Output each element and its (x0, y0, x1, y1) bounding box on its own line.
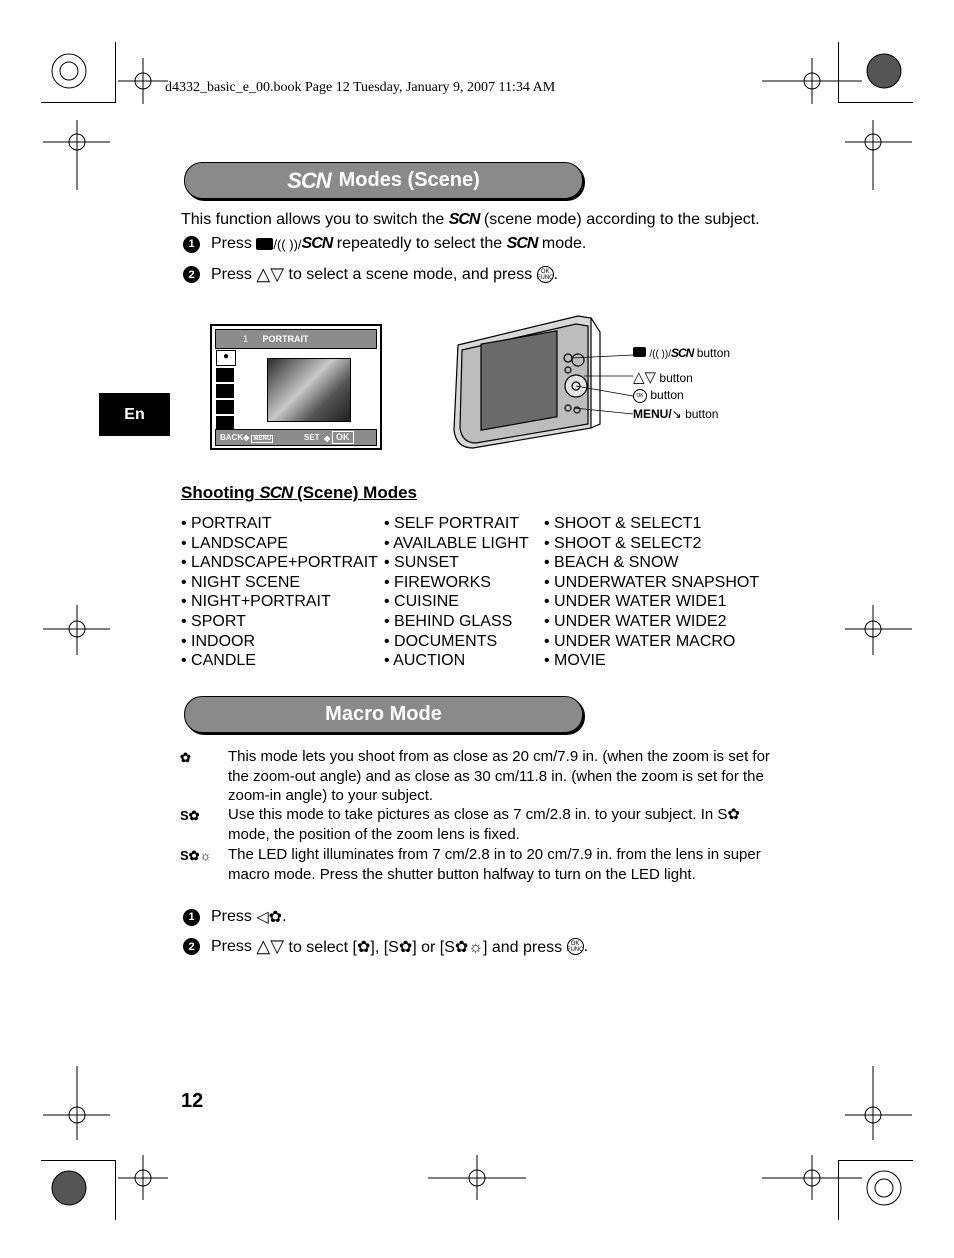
night-portrait-icon (216, 416, 234, 430)
scene-mode-item: • AVAILABLE LIGHT (384, 534, 529, 554)
ok-func-button-icon: OK FUNC (537, 266, 554, 283)
portrait-photo (267, 358, 351, 422)
ok-func-button-icon: OK FUNC (567, 938, 584, 955)
camera-back-illustration (448, 310, 633, 455)
scn-icon: SCN (506, 235, 538, 252)
shooting-modes-heading: Shooting SCN (Scene) Modes (181, 483, 418, 502)
scene-mode-item: • SHOOT & SELECT1 (544, 514, 759, 534)
menu-key-icon: MENU (253, 436, 272, 442)
page-number: 12 (181, 1090, 204, 1112)
scene-mode-item: • NIGHT+PORTRAIT (181, 592, 378, 612)
camera-icon (633, 347, 646, 357)
scene-mode-item: • BEHIND GLASS (384, 612, 529, 632)
up-down-arrows-icon: △▽ (256, 936, 285, 956)
scene-mode-item: • INDOOR (181, 632, 378, 652)
scn-icon: SCN (301, 235, 333, 252)
step-number-icon: 2 (183, 938, 200, 955)
shake-reduction-icon: /(( ))/ (649, 349, 671, 360)
callout-mode-button: /(( ))/SCN button (633, 346, 730, 360)
macro-section-banner (184, 696, 583, 733)
scene-section-title: Modes (Scene) (338, 169, 480, 191)
callout-menu-button: MENU/↘ button (633, 407, 719, 421)
scene-section-banner (184, 162, 583, 199)
ok-key-icon: OK (332, 431, 354, 444)
macro-step-2: 2 Press △▽ to select [✿], [S✿] or [S✿☼] and press OK FUNC . (183, 936, 588, 957)
scene-mode-item: • AUCTION (384, 651, 529, 671)
scn-icon: SCN (259, 483, 293, 502)
scene-mode-item: • FIREWORKS (384, 573, 529, 593)
scene-mode-item: • UNDER WATER WIDE2 (544, 612, 759, 632)
lcd-screen-illustration (210, 324, 382, 450)
scene-mode-item: • LANDSCAPE+PORTRAIT (181, 553, 378, 573)
lcd-bottom-bar: BACK◆ MENU SET ◆ OK (215, 429, 377, 446)
macro-step-1: 1 Press ◁✿ . (183, 907, 287, 927)
print-slug: d4332_basic_e_00.book Page 12 Tuesday, January 9, 2007 11:34 AM (165, 80, 556, 95)
lcd-mode-icons (216, 350, 238, 435)
scn-icon: SCN (287, 167, 331, 193)
scene-mode-list-col1 (181, 514, 378, 671)
scene-mode-item: • SUNSET (384, 553, 529, 573)
landscape-portrait-icon (216, 384, 234, 398)
callout-ok-button: OK button (633, 388, 684, 403)
camera-icon (256, 238, 273, 250)
lcd-mode-name: PORTRAIT (262, 334, 309, 344)
macro-icon: ✿ (180, 750, 191, 765)
left-macro-icon: ◁✿ (256, 909, 283, 926)
step-number-icon: 1 (183, 909, 200, 926)
scene-mode-item: • DOCUMENTS (384, 632, 529, 652)
scene-mode-item: • LANDSCAPE (181, 534, 378, 554)
scene-mode-item: • CANDLE (181, 651, 378, 671)
language-tab: En (99, 393, 170, 436)
scene-step-2: 2 Press △▽ to select a scene mode, and press OK FUNC . (183, 264, 558, 285)
step-number-icon: 1 (183, 236, 200, 253)
scene-mode-item: • UNDERWATER SNAPSHOT (544, 573, 759, 593)
landscape-icon (216, 368, 234, 382)
erase-icon: ↘ (671, 407, 682, 421)
portrait-icon: ● (216, 350, 236, 366)
night-scene-icon (216, 400, 234, 414)
step-number-icon: 2 (183, 266, 200, 283)
scn-icon: SCN (448, 211, 480, 228)
scene-mode-item: • MOVIE (544, 651, 759, 671)
super-macro-led-icon: S✿☼ (180, 848, 212, 863)
scene-mode-list-col3 (544, 514, 759, 671)
lcd-title-bar: 1 PORTRAIT (215, 329, 377, 349)
scene-mode-item: • NIGHT SCENE (181, 573, 378, 593)
scn-icon: SCN (671, 346, 694, 360)
scene-mode-item: • SHOOT & SELECT2 (544, 534, 759, 554)
scene-mode-item: • CUISINE (384, 592, 529, 612)
ok-func-button-icon: OK (633, 389, 647, 403)
up-down-arrows-icon: △▽ (633, 369, 657, 386)
scene-mode-item: • BEACH & SNOW (544, 553, 759, 573)
scene-mode-item: • UNDER WATER WIDE1 (544, 592, 759, 612)
macro-section-title: Macro Mode (325, 703, 442, 725)
scene-step-1: 1 Press /(( ))/ SCN repeatedly to select the SCN mode. (183, 235, 586, 253)
scene-mode-item: • SELF PORTRAIT (384, 514, 529, 534)
super-macro-icon: S✿ (180, 808, 200, 823)
up-down-arrows-icon: △▽ (256, 264, 285, 284)
shake-reduction-icon: /(( ))/ (273, 236, 302, 252)
scene-mode-list-col2 (384, 514, 529, 671)
scene-mode-item: • SPORT (181, 612, 378, 632)
scene-mode-item: • UNDER WATER MACRO (544, 632, 759, 652)
callout-arrow-button: △▽ button (633, 369, 693, 386)
scene-mode-item: • PORTRAIT (181, 514, 378, 534)
scene-intro: This function allows you to switch the SCN (scene mode) according to the subject. (181, 211, 760, 228)
